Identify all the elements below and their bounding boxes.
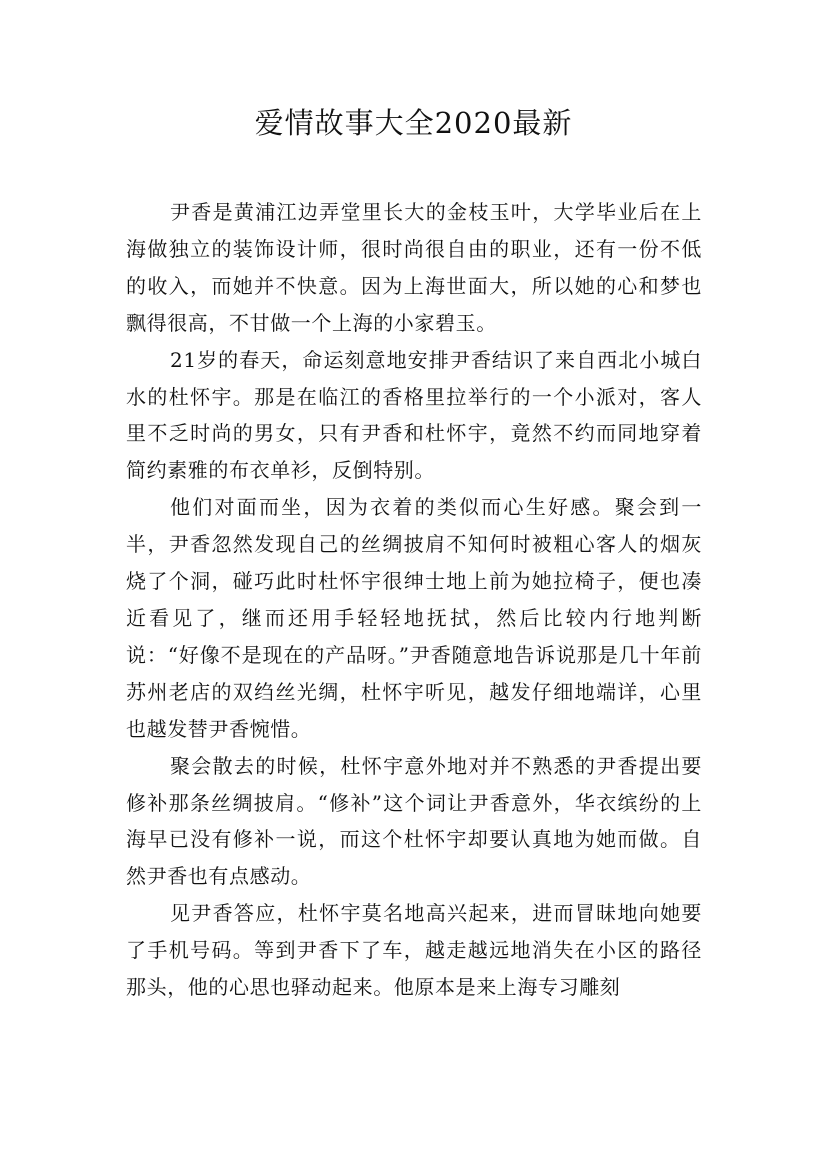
paragraph: 他们对面而坐，因为衣着的类似而心生好感。聚会到一半，尹香忽然发现自己的丝绸披肩不知何时被粗心客人的烟灰烧了个洞，碰巧此时杜怀宇很绅士地上前为她拉椅子，便也凑近看见了，继而还用手轻轻地抚拭，然后比较内行地判断说：“好像不是现在的产品呀。”尹香随意地告诉说那是几十年前苏州老店的双绉丝光绸，杜怀宇听见，越发仔细地端详，心里也越发替尹香惋惜。	[126, 495, 702, 741]
document-body	[126, 194, 702, 1006]
document-title: 爱情故事大全2020最新	[254, 106, 573, 140]
paragraph: 21岁的春天，命运刻意地安排尹香结识了来自西北小城白水的杜怀宇。那是在临江的香格里拉举行的一个小派对，客人里不乏时尚的男女，只有尹香和杜怀宇，竟然不约而同地穿着简约素雅的布衣单衫，反倒特别。	[126, 347, 702, 483]
paragraph: 尹香是黄浦江边弄堂里长大的金枝玉叶，大学毕业后在上海做独立的装饰设计师，很时尚很自由的职业，还有一份不低的收入，而她并不快意。因为上海世面大，所以她的心和梦也飘得很高，不甘做一个上海的小家碧玉。	[126, 200, 702, 335]
paragraph: 见尹香答应，杜怀宇莫名地高兴起来，进而冒昧地向她要了手机号码。等到尹香下了车，越走越远地消失在小区的路径那头，他的心思也驿动起来。他原本是来上海专习雕刻	[126, 901, 702, 1000]
paragraph: 聚会散去的时候，杜怀宇意外地对并不熟悉的尹香提出要修补那条丝绸披肩。“修补”这个词让尹香意外，华衣缤纷的上海早已没有修补一说，而这个杜怀宇却要认真地为她而做。自然尹香也有点感动。	[126, 753, 702, 889]
